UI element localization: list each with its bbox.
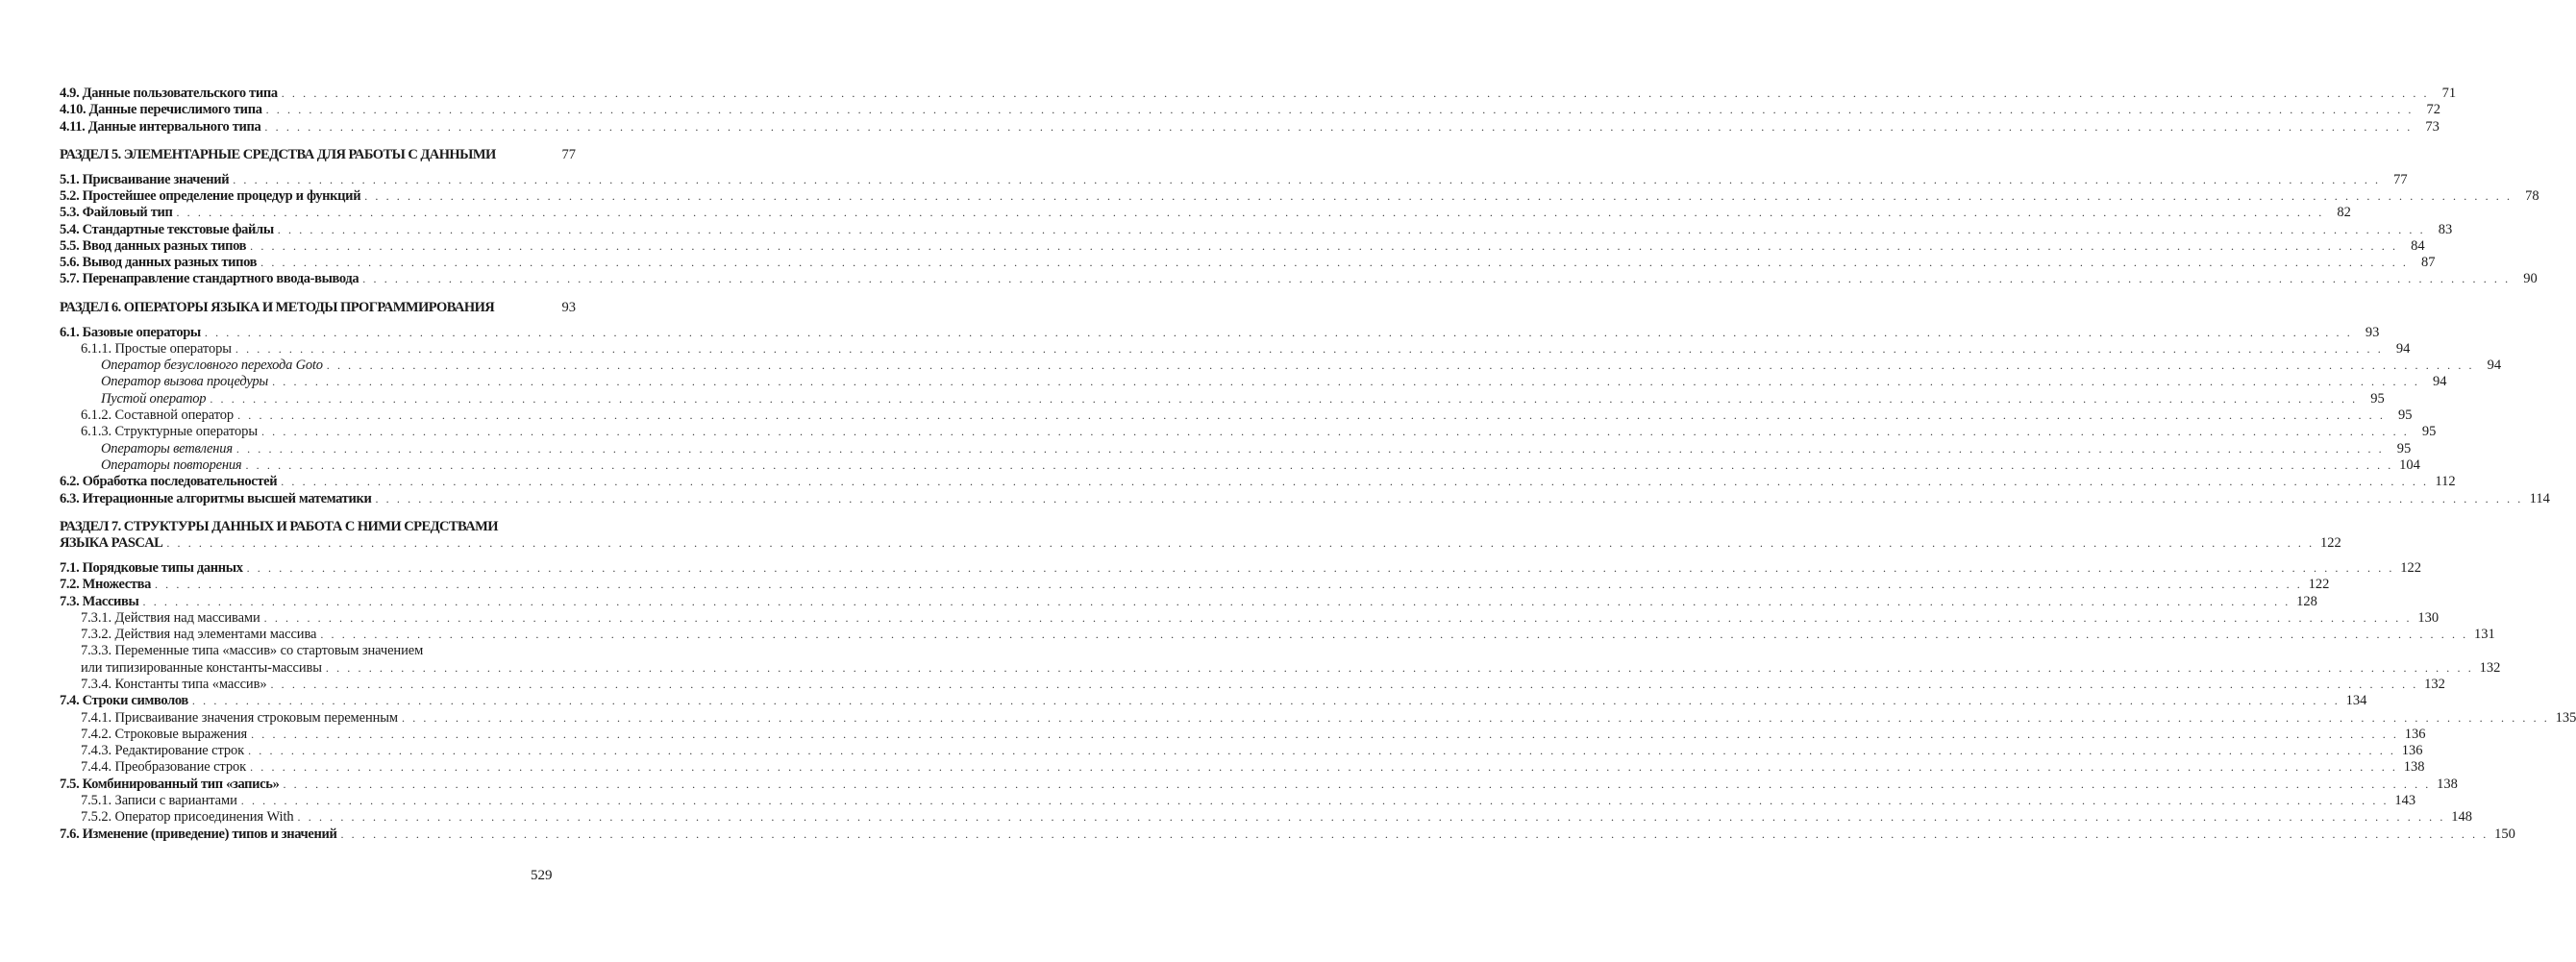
toc-entry-title: 4.9. Данные пользовательского типа [60,86,278,101]
toc-entry [60,809,2472,826]
toc-entry-title: 5.1. Присваивание значений [60,171,230,187]
toc-page-number: 150 [2494,826,2515,842]
dot-leader: . . . . . . . . . . . . . . . . . . . . . . . . . . . . . . . . . . . . . . . . . . . . . . . . . . . . . . . . . . . . . . . . . . . . . . . . . . . . . . . . . . . . . . . . . . . . . . . . . . . . . . . . . . . . . . . . . . . . . . . . . . . . . . . . . . . . . . . . . . . . . . . . . . . . . . . . . . . . . . . . . . . . . . . . . . . . . . . . . . . . . . . . . . . . . . . . . . . . . . . . [281,86,2430,100]
toc-entry-title: РАЗДЕЛ 6. ОПЕРАТОРЫ ЯЗЫКА И МЕТОДЫ ПРОГРАММИРОВАНИЯ [60,299,495,315]
dot-leader: . . . . . . . . . . . . . . . . . . . . . . . . . . . . . . . . . . . . . . . . . . . . . . . . . . . . . . . . . . . . . . . . . . . . . . . . . . . . . . . . . . . . . . . . . . . . . . . . . . . . . . . . . . . . . . . . . . . . . . . . . . . . . . . . . . . . . . . . . . . . . . . . . . . . . . . . . . . . . . . . . . . . . . . . . . . . . . . . . . . . . . . . . . . . . . . . . . . . . . . . [325,660,2474,675]
dot-leader: . . . . . . . . . . . . . . . . . . . . . . . . . . . . . . . . . . . . . . . . . . . . . . . . . . . . . . . . . . . . . . . . . . . . . . . . . . . . . . . . . . . . . . . . . . . . . . . . . . . . . . . . . . . . . . . . . . . . . . . . . . . . . . . . . . . . . . . . . . . . . . . . . . . . . . . . . . . . . . . . . . . . . . . . . . . . . . . . . . . . . . . . . . . . . . . . . . . . . . . . [277,222,2426,236]
toc-entry-title: 7.5.2. Оператор присоединения With [81,809,294,826]
toc-page-number: 95 [2397,407,2413,424]
dot-leader: . . . . . . . . . . . . . . . . . . . . . . . . . . . . . . . . . . . . . . . . . . . . . . . . . . . . . . . . . . . . . . . . . . . . . . . . . . . . . . . . . . . . . . . . . . . . . . . . . . . . . . . . . . . . . . . . . . . . . . . . . . . . . . . . . . . . . . . . . . . . . . . . . . . . . . . . . . . . . . . . . . . . . . . . . . . . . . . . . . . . . . . . . . . . . . . . . . . . . . . . [235,341,2384,356]
toc-entry-title: 6.2. Обработка последовательностей [60,474,278,490]
toc-page-number: 138 [2437,776,2458,792]
toc-entry [60,440,2412,457]
dot-leader: . . . . . . . . . . . . . . . . . . . . . . . . . . . . . . . . . . . . . . . . . . . . . . . . . . . . . . . . . . . . . . . . . . . . . . . . . . . . . . . . . . . . . . . . . . . . . . . . . . . . . . . . . . . . . . . . . . . . . . . . . . . . . . . . . . . . . . . . . . . . . . . . . . . . . . . . . . . . . . . . . . . . . . . . . . . . . . . . . . . . . . . . . . . . . . . . . . . . . . . . [364,188,2513,203]
toc-entry [60,205,2351,221]
dot-leader: . . . . . . . . . . . . . . . . . . . . . . . . . . . . . . . . . . . . . . . . . . . . . . . . . . . . . . . . . . . . . . . . . . . . . . . . . . . . . . . . . . . . . . . . . . . . . . . . . . . . . . . . . . . . . . . . . . . . . . . . . . . . . . . . . . . . . . . . . . . . . . . . . . . . . . . . . . . . . . . . . . . . . . . . . . . . . . . . . . . . . . . . . . . . . . . . . . . . . . . . [237,408,2386,423]
toc-entry-title: 6.3. Итерационные алгоритмы высшей математики [60,490,372,506]
toc-entry-title: Оператор безусловного перехода Goto [101,358,323,374]
toc-section-heading [60,535,2341,552]
toc-entry [60,237,2425,255]
toc-entry [60,102,2441,118]
dot-leader: . . . . . . . . . . . . . . . . . . . . . . . . . . . . . . . . . . . . . . . . . . . . . . . . . . . . . . . . . . . . . . . . . . . . . . . . . . . . . . . . . . . . . . . . . . . . . . . . . . . . . . . . . . . . . . . . . . . . . . . . . . . . . . . . . . . . . . . . . . . . . . . . . . . . . . . . . . . . . . . . . . . . . . . . . . . . . . . . . . . . . . . . . . . . . . . . . . . . . . . . [191,694,2341,708]
toc-page-number: 87 [2421,255,2436,271]
dot-leader: . . . . . . . . . . . . . . . . . . . . . . . . . . . . . . . . . . . . . . . . . . . . . . . . . . . . . . . . . . . . . . . . . . . . . . . . . . . . . . . . . . . . . . . . . . . . . . . . . . . . . . . . . . . . . . . . . . . . . . . . . . . . . . . . . . . . . . . . . . . . . . . . . . . . . . . . . . . . . . . . . . . . . . . . . . . . . . . . . . . . . . . . . . . . . . . . . . . . . . . . [250,238,2398,253]
dot-leader: . . . . . . . . . . . . . . . . . . . . . . . . . . . . . . . . . . . . . . . . . . . . . . . . . . . . . . . . . . . . . . . . . . . . . . . . . . . . . . . . . . . . . . . . . . . . . . . . . . . . . . . . . . . . . . . . . . . . . . . . . . . . . . . . . . . . . . . . . . . . . . . . . . . . . . . . . . . . . . . . . . . . . . . . . . . . . . . . . . . . . . . . . . . . . . . . . . . . . . . . [250,760,2398,775]
toc-page-number: 77 [561,146,576,162]
toc-entry [60,407,2413,424]
toc-page-number: 122 [2319,535,2341,552]
toc-entry [60,677,2445,693]
toc-page-number: 72 [2426,102,2441,118]
toc-section-heading [60,519,576,535]
dot-leader: . . . . . . . . . . . . . . . . . . . . . . . . . . . . . . . . . . . . . . . . . . . . . . . . . . . . . . . . . . . . . . . . . . . . . . . . . . . . . . . . . . . . . . . . . . . . . . . . . . . . . . . . . . . . . . . . . . . . . . . . . . . . . . . . . . . . . . . . . . . . . . . . . . . . . . . . . . . . . . . . . . . . . . . . . . . . . . . . . . . . . . . . . . . . . . . . . . . . . . . . [265,103,2415,117]
toc-entry-title: 7.3.1. Действия над массивами [81,609,260,626]
toc-page-number: 122 [2400,559,2422,576]
toc-page-number: 132 [2424,677,2445,692]
toc-page-number: 77 [2393,171,2408,187]
toc-page-number: 134 [2345,693,2367,709]
dot-leader: . . . . . . . . . . . . . . . . . . . . . . . . . . . . . . . . . . . . . . . . . . . . . . . . . . . . . . . . . . . . . . . . . . . . . . . . . . . . . . . . . . . . . . . . . . . . . . . . . . . . . . . . . . . . . . . . . . . . . . . . . . . . . . . . . . . . . . . . . . . . . . . . . . . . . . . . . . . . . . . . . . . . . . . . . . . . . . . . . . . . . . . . . . . . . . . . . . . . . . . . [246,560,2395,575]
toc-page-number: 136 [2404,726,2426,742]
toc-page-number: 135 [2555,709,2576,726]
toc-page-number: 128 [2296,593,2317,609]
toc-entry-title: 7.3.4. Константы типа «массив» [81,677,267,692]
toc-entry-title: 5.4. Стандартные текстовые файлы [60,221,274,237]
toc-entry-title: 7.5. Комбинированный тип «запись» [60,776,280,792]
toc-entry-title: Оператор вызова процедуры [101,374,269,390]
toc-entry-title: РАЗДЕЛ 7. СТРУКТУРЫ ДАННЫХ И РАБОТА С НИМИ СРЕДСТВАМИ [60,518,499,534]
dot-leader: . . . . . . . . . . . . . . . . . . . . . . . . . . . . . . . . . . . . . . . . . . . . . . . . . . . . . . . . . . . . . . . . . . . . . . . . . . . . . . . . . . . . . . . . . . . . . . . . . . . . . . . . . . . . . . . . . . . . . . . . . . . . . . . . . . . . . . . . . . . . . . . . . . . . . . . . . . . . . . . . . . . . . . . . . . . . . . . . . . . . . . . . . . . . . . . . . . . . . . . . [204,325,2353,339]
toc-entry-title: РАЗДЕЛ 5. ЭЛЕМЕНТАРНЫЕ СРЕДСТВА ДЛЯ РАБОТЫ С ДАННЫМИ [60,146,496,162]
dot-leader: . . . . . . . . . . . . . . . . . . . . . . . . . . . . . . . . . . . . . . . . . . . . . . . . . . . . . . . . . . . . . . . . . . . . . . . . . . . . . . . . . . . . . . . . . . . . . . . . . . . . . . . . . . . . . . . . . . . . . . . . . . . . . . . . . . . . . . . . . . . . . . . . . . . . . . . . . . . . . . . . . . . . . . . . . . . . . . . . . . . . . . . . . . . . . . . . . . . . . . . . [176,206,2324,220]
toc-page-number: 112 [2435,474,2456,490]
toc-page-number: 131 [2474,627,2495,643]
toc-entry [60,221,2453,238]
toc-page-number: 78 [2525,187,2539,204]
toc-page-number: 83 [2438,221,2453,237]
toc-entry-title: 7.4.1. Присваивание значения строковым переменным [81,709,399,726]
toc-entry [60,743,2423,759]
toc-page-number: 143 [2394,793,2416,809]
dot-leader: . . . . . . . . . . . . . . . . . . . . . . . . . . . . . . . . . . . . . . . . . . . . . . . . . . . . . . . . . . . . . . . . . . . . . . . . . . . . . . . . . . . . . . . . . . . . . . . . . . . . . . . . . . . . . . . . . . . . . . . . . . . . . . . . . . . . . . . . . . . . . . . . . . . . . . . . . . . . . . . . . . . . . . . . . . . . . . . . . . . . . . . . . . . . . . . . . . . . . . . . [270,678,2418,691]
toc-entry-title: 6.1. Базовые операторы [60,324,201,340]
toc-page-number: 94 [2395,340,2411,357]
toc-entry [60,456,2420,474]
toc-entry [60,271,2538,287]
toc-page-number: 71 [2441,86,2457,101]
toc-entry-title: 5.3. Файловый тип [60,205,173,221]
toc-entry [60,187,2539,205]
toc-entry-title: 5.7. Перенаправление стандартного ввода-вывода [60,271,359,287]
toc-entry-title: 7.4. Строки символов [60,693,188,709]
dot-leader: . . . . . . . . . . . . . . . . . . . . . . . . . . . . . . . . . . . . . . . . . . . . . . . . . . . . . . . . . . . . . . . . . . . . . . . . . . . . . . . . . . . . . . . . . . . . . . . . . . . . . . . . . . . . . . . . . . . . . . . . . . . . . . . . . . . . . . . . . . . . . . . . . . . . . . . . . . . . . . . . . . . . . . . . . . . . . . . . . . . . . . . . . . . . . . . . . . . . . . . . [260,256,2409,270]
dot-leader: . . . . . . . . . . . . . . . . . . . . . . . . . . . . . . . . . . . . . . . . . . . . . . . . . . . . . . . . . . . . . . . . . . . . . . . . . . . . . . . . . . . . . . . . . . . . . . . . . . . . . . . . . . . . . . . . . . . . . . . . . . . . . . . . . . . . . . . . . . . . . . . . . . . . . . . . . . . . . . . . . . . . . . . . . . . . . . . . . . . . . . . . . . . . . . . . . . . . . . . . [154,578,2303,592]
toc-entry-title: 6.1.3. Структурные операторы [81,424,258,440]
dot-leader: . . . . . . . . . . . . . . . . . . . . . . . . . . . . . . . . . . . . . . . . . . . . . . . . . . . . . . . . . . . . . . . . . . . . . . . . . . . . . . . . . . . . . . . . . . . . . . . . . . . . . . . . . . . . . . . . . . . . . . . . . . . . . . . . . . . . . . . . . . . . . . . . . . . . . . . . . . . . . . . . . . . . . . . . . . . . . . . . . . . . . . . . . . . . . . . . . . . . . . . . [233,172,2381,186]
toc-entry-title: 5.5. Ввод данных разных типов [60,237,247,254]
toc-entry [60,424,2437,440]
toc-entry-title: ЯЗЫКА PASCAL [60,535,163,552]
toc-entry [60,340,2411,358]
dot-leader: . . . . . . . . . . . . . . . . . . . . . . . . . . . . . . . . . . . . . . . . . . . . . . . . . . . . . . . . . . . . . . . . . . . . . . . . . . . . . . . . . . . . . . . . . . . . . . . . . . . . . . . . . . . . . . . . . . . . . . . . . . . . . . . . . . . . . . . . . . . . . . . . . . . . . . . . . . . . . . . . . . . . . . . . . . . . . . . . . . . . . . . . . . . . . . . . . . . . . . . . [210,391,2358,406]
toc-page-number: 82 [2337,205,2351,221]
toc-page-number: 90 [2523,271,2538,287]
dot-leader: . . . . . . . . . . . . . . . . . . . . . . . . . . . . . . . . . . . . . . . . . . . . . . . . . . . . . . . . . . . . . . . . . . . . . . . . . . . . . . . . . . . . . . . . . . . . . . . . . . . . . . . . . . . . . . . . . . . . . . . . . . . . . . . . . . . . . . . . . . . . . . . . . . . . . . . . . . . . . . . . . . . . . . . . . . . . . . . . . . . . . . . . . . . . . . . . . . . . . . . . [272,375,2420,389]
toc-entry-title: 7.3. Массивы [60,593,139,609]
toc-page-number: 94 [2432,374,2447,390]
toc-page-number: 93 [2365,324,2380,340]
toc-entry-title: 6.1.1. Простые операторы [81,340,232,357]
toc-page-number: 95 [2421,424,2437,440]
dot-leader: . . . . . . . . . . . . . . . . . . . . . . . . . . . . . . . . . . . . . . . . . . . . . . . . . . . . . . . . . . . . . . . . . . . . . . . . . . . . . . . . . . . . . . . . . . . . . . . . . . . . . . . . . . . . . . . . . . . . . . . . . . . . . . . . . . . . . . . . . . . . . . . . . . . . . . . . . . . . . . . . . . . . . . . . . . . . . . . . . . . . . . . . . . . . . . . . . . . . . . . . [320,628,2468,642]
toc-page-number: 122 [2308,577,2330,593]
toc-page-number: 104 [2399,456,2420,473]
toc-page-number: 148 [2451,809,2472,826]
dot-leader: . . . . . . . . . . . . . . . . . . . . . . . . . . . . . . . . . . . . . . . . . . . . . . . . . . . . . . . . . . . . . . . . . . . . . . . . . . . . . . . . . . . . . . . . . . . . . . . . . . . . . . . . . . . . . . . . . . . . . . . . . . . . . . . . . . . . . . . . . . . . . . . . . . . . . . . . . . . . . . . . . . . . . . . . . . . . . . . . . . . . . . . . . . . . . . . . . . . . . . . . [166,536,2315,551]
toc-entry [60,593,2317,610]
toc-entry [60,559,2422,577]
toc-entry-title: Пустой оператор [101,390,207,407]
toc-entry [60,86,2457,102]
dot-leader: . . . . . . . . . . . . . . . . . . . . . . . . . . . . . . . . . . . . . . . . . . . . . . . . . . . . . . . . . . . . . . . . . . . . . . . . . . . . . . . . . . . . . . . . . . . . . . . . . . . . . . . . . . . . . . . . . . . . . . . . . . . . . . . . . . . . . . . . . . . . . . . . . . . . . . . . . . . . . . . . . . . . . . . . . . . . . . . . . . . . . . . . . . . . . . . . . . . . . . . . [340,826,2489,841]
toc-entry-title: Операторы повторения [101,456,242,473]
toc-entry [60,490,2550,507]
toc-entry [60,726,2426,743]
toc-entry [60,759,2425,776]
toc-entry [60,358,2502,374]
table-of-contents [60,86,2576,843]
toc-entry-title: 5.2. Простейшее определение процедур и функций [60,187,361,204]
toc-entry [60,693,2367,709]
toc-page-number: 84 [2411,237,2425,254]
dot-leader: . . . . . . . . . . . . . . . . . . . . . . . . . . . . . . . . . . . . . . . . . . . . . . . . . . . . . . . . . . . . . . . . . . . . . . . . . . . . . . . . . . . . . . . . . . . . . . . . . . . . . . . . . . . . . . . . . . . . . . . . . . . . . . . . . . . . . . . . . . . . . . . . . . . . . . . . . . . . . . . . . . . . . . . . . . . . . . . . . . . . . . . . . . . . . . . . . . . . . . . . [248,744,2396,758]
dot-leader: . . . . . . . . . . . . . . . . . . . . . . . . . . . . . . . . . . . . . . . . . . . . . . . . . . . . . . . . . . . . . . . . . . . . . . . . . . . . . . . . . . . . . . . . . . . . . . . . . . . . . . . . . . . . . . . . . . . . . . . . . . . . . . . . . . . . . . . . . . . . . . . . . . . . . . . . . . . . . . . . . . . . . . . . . . . . . . . . . . . . . . . . . . . . . . . . . . . . . . . . [235,441,2385,456]
dot-leader: . . . . . . . . . . . . . . . . . . . . . . . . . . . . . . . . . . . . . . . . . . . . . . . . . . . . . . . . . . . . . . . . . . . . . . . . . . . . . . . . . . . . . . . . . . . . . . . . . . . . . . . . . . . . . . . . . . . . . . . . . . . . . . . . . . . . . . . . . . . . . . . . . . . . . . . . . . . . . . . . . . . . . . . . . . . . . . . . . . . . . . . . . . . . . . . . . . . . . . . . [297,810,2445,825]
dot-leader: . . . . . . . . . . . . . . . . . . . . . . . . . . . . . . . . . . . . . . . . . . . . . . . . . . . . . . . . . . . . . . . . . . . . . . . . . . . . . . . . . . . . . . . . . . . . . . . . . . . . . . . . . . . . . . . . . . . . . . . . . . . . . . . . . . . . . . . . . . . . . . . . . . . . . . . . . . . . . . . . . . . . . . . . . . . . . . . . . . . . . . . . . . . . . . . . . . . . . . . . [375,491,2523,506]
dot-leader: . . . . . . . . . . . . . . . . . . . . . . . . . . . . . . . . . . . . . . . . . . . . . . . . . . . . . . . . . . . . . . . . . . . . . . . . . . . . . . . . . . . . . . . . . . . . . . . . . . . . . . . . . . . . . . . . . . . . . . . . . . . . . . . . . . . . . . . . . . . . . . . . . . . . . . . . . . . . . . . . . . . . . . . . . . . . . . . . . . . . . . . . . . . . . . . . . . . . . . . . [260,425,2410,439]
toc-entry [60,793,2416,809]
toc-entry [60,609,2440,627]
toc-page-number: 136 [2401,743,2423,759]
dot-leader: . . . . . . . . . . . . . . . . . . . . . . . . . . . . . . . . . . . . . . . . . . . . . . . . . . . . . . . . . . . . . . . . . . . . . . . . . . . . . . . . . . . . . . . . . . . . . . . . . . . . . . . . . . . . . . . . . . . . . . . . . . . . . . . . . . . . . . . . . . . . . . . . . . . . . . . . . . . . . . . . . . . . . . . . . . . . . . . . . . . . . . . . . . . . . . . . . . . . . . . . [402,710,2550,725]
toc-entry-title: 7.4.2. Строковые выражения [81,726,248,742]
dot-leader: . . . . . . . . . . . . . . . . . . . . . . . . . . . . . . . . . . . . . . . . . . . . . . . . . . . . . . . . . . . . . . . . . . . . . . . . . . . . . . . . . . . . . . . . . . . . . . . . . . . . . . . . . . . . . . . . . . . . . . . . . . . . . . . . . . . . . . . . . . . . . . . . . . . . . . . . . . . . . . . . . . . . . . . . . . . . . . . . . . . . . . . . . . . . . . . . . . . . . . . . [245,457,2393,472]
toc-entry-title: 7.4.3. Редактирование строк [81,743,245,759]
dot-leader: . . . . . . . . . . . . . . . . . . . . . . . . . . . . . . . . . . . . . . . . . . . . . . . . . . . . . . . . . . . . . . . . . . . . . . . . . . . . . . . . . . . . . . . . . . . . . . . . . . . . . . . . . . . . . . . . . . . . . . . . . . . . . . . . . . . . . . . . . . . . . . . . . . . . . . . . . . . . . . . . . . . . . . . . . . . . . . . . . . . . . . . . . . . . . . . . . . . . . . . . [251,727,2399,741]
toc-entry [60,659,2501,677]
toc-entry [60,826,2515,843]
toc-entry [60,171,2408,188]
toc-entry [60,374,2447,390]
toc-entry-title: 4.10. Данные перечислимого типа [60,102,262,118]
toc-entry [60,776,2458,793]
toc-page-number: 95 [2370,390,2385,407]
toc-page-number: 114 [2529,490,2550,506]
toc-entry [60,474,2456,490]
toc-entry [60,390,2385,407]
toc-entry-title: 7.2. Множества [60,577,151,593]
toc-page-number: 73 [2425,118,2440,135]
toc-entry [60,627,2495,643]
toc-page-number: 132 [2479,659,2501,676]
toc-page-number: 95 [2396,440,2412,456]
toc-entry [60,324,2380,341]
toc-entry-title: 7.1. Порядковые типы данных [60,559,243,576]
toc-entry-title: 7.6. Изменение (приведение) типов и значений [60,826,337,842]
toc-entry [60,709,2576,727]
dot-leader: . . . . . . . . . . . . . . . . . . . . . . . . . . . . . . . . . . . . . . . . . . . . . . . . . . . . . . . . . . . . . . . . . . . . . . . . . . . . . . . . . . . . . . . . . . . . . . . . . . . . . . . . . . . . . . . . . . . . . . . . . . . . . . . . . . . . . . . . . . . . . . . . . . . . . . . . . . . . . . . . . . . . . . . . . . . . . . . . . . . . . . . . . . . . . . . . . . . . . . . . [263,610,2413,625]
dot-leader: . . . . . . . . . . . . . . . . . . . . . . . . . . . . . . . . . . . . . . . . . . . . . . . . . . . . . . . . . . . . . . . . . . . . . . . . . . . . . . . . . . . . . . . . . . . . . . . . . . . . . . . . . . . . . . . . . . . . . . . . . . . . . . . . . . . . . . . . . . . . . . . . . . . . . . . . . . . . . . . . . . . . . . . . . . . . . . . . . . . . . . . . . . . . . . . . . . . . . . . . [264,119,2413,134]
toc-entry-title: 4.11. Данные интервального типа [60,118,261,135]
toc-entry-title: 7.3.2. Действия над элементами массива [81,627,317,643]
dot-leader: . . . . . . . . . . . . . . . . . . . . . . . . . . . . . . . . . . . . . . . . . . . . . . . . . . . . . . . . . . . . . . . . . . . . . . . . . . . . . . . . . . . . . . . . . . . . . . . . . . . . . . . . . . . . . . . . . . . . . . . . . . . . . . . . . . . . . . . . . . . . . . . . . . . . . . . . . . . . . . . . . . . . . . . . . . . . . . . . . . . . . . . . . . . . . . . . . . . . . . . . [240,794,2390,808]
toc-page-number: 93 [561,299,576,315]
toc-page-number: 130 [2417,609,2440,626]
dot-leader: . . . . . . . . . . . . . . . . . . . . . . . . . . . . . . . . . . . . . . . . . . . . . . . . . . . . . . . . . . . . . . . . . . . . . . . . . . . . . . . . . . . . . . . . . . . . . . . . . . . . . . . . . . . . . . . . . . . . . . . . . . . . . . . . . . . . . . . . . . . . . . . . . . . . . . . . . . . . . . . . . . . . . . . . . . . . . . . . . . . . . . . . . . . . . . . . . . . . . . . . [326,358,2475,373]
toc-page-number: 138 [2403,759,2425,776]
toc-entry-title: 6.1.2. Составной оператор [81,407,235,424]
dot-leader: . . . . . . . . . . . . . . . . . . . . . . . . . . . . . . . . . . . . . . . . . . . . . . . . . . . . . . . . . . . . . . . . . . . . . . . . . . . . . . . . . . . . . . . . . . . . . . . . . . . . . . . . . . . . . . . . . . . . . . . . . . . . . . . . . . . . . . . . . . . . . . . . . . . . . . . . . . . . . . . . . . . . . . . . . . . . . . . . . . . . . . . . . . . . . . . . . . . . . . . . [281,475,2429,489]
toc-entry-title: Операторы ветвления [101,440,233,456]
page-number: 529 [531,868,553,883]
toc-page-number: 94 [2487,358,2502,374]
toc-entry [60,643,576,659]
toc-entry-title: 7.5.1. Записи с вариантами [81,793,237,809]
dot-leader: . . . . . . . . . . . . . . . . . . . . . . . . . . . . . . . . . . . . . . . . . . . . . . . . . . . . . . . . . . . . . . . . . . . . . . . . . . . . . . . . . . . . . . . . . . . . . . . . . . . . . . . . . . . . . . . . . . . . . . . . . . . . . . . . . . . . . . . . . . . . . . . . . . . . . . . . . . . . . . . . . . . . . . . . . . . . . . . . . . . . . . . . . . . . . . . . . . . . . . . . [362,272,2511,286]
toc-entry-title: 7.4.4. Преобразование строк [81,759,247,776]
toc-entry-title: 7.3.3. Переменные типа «массив» со стартовым значением [81,643,424,659]
dot-leader: . . . . . . . . . . . . . . . . . . . . . . . . . . . . . . . . . . . . . . . . . . . . . . . . . . . . . . . . . . . . . . . . . . . . . . . . . . . . . . . . . . . . . . . . . . . . . . . . . . . . . . . . . . . . . . . . . . . . . . . . . . . . . . . . . . . . . . . . . . . . . . . . . . . . . . . . . . . . . . . . . . . . . . . . . . . . . . . . . . . . . . . . . . . . . . . . . . . . . . . . [283,777,2431,791]
toc-entry-title: или типизированные константы-массивы [81,659,322,676]
toc-entry [60,118,2440,136]
toc-entry [60,577,2330,593]
toc-entry-title: 5.6. Вывод данных разных типов [60,255,258,271]
toc-entry [60,255,2436,271]
dot-leader: . . . . . . . . . . . . . . . . . . . . . . . . . . . . . . . . . . . . . . . . . . . . . . . . . . . . . . . . . . . . . . . . . . . . . . . . . . . . . . . . . . . . . . . . . . . . . . . . . . . . . . . . . . . . . . . . . . . . . . . . . . . . . . . . . . . . . . . . . . . . . . . . . . . . . . . . . . . . . . . . . . . . . . . . . . . . . . . . . . . . . . . . . . . . . . . . . . . . . . . . [142,594,2291,608]
toc-section-heading [60,300,576,316]
toc-section-heading [60,147,576,163]
